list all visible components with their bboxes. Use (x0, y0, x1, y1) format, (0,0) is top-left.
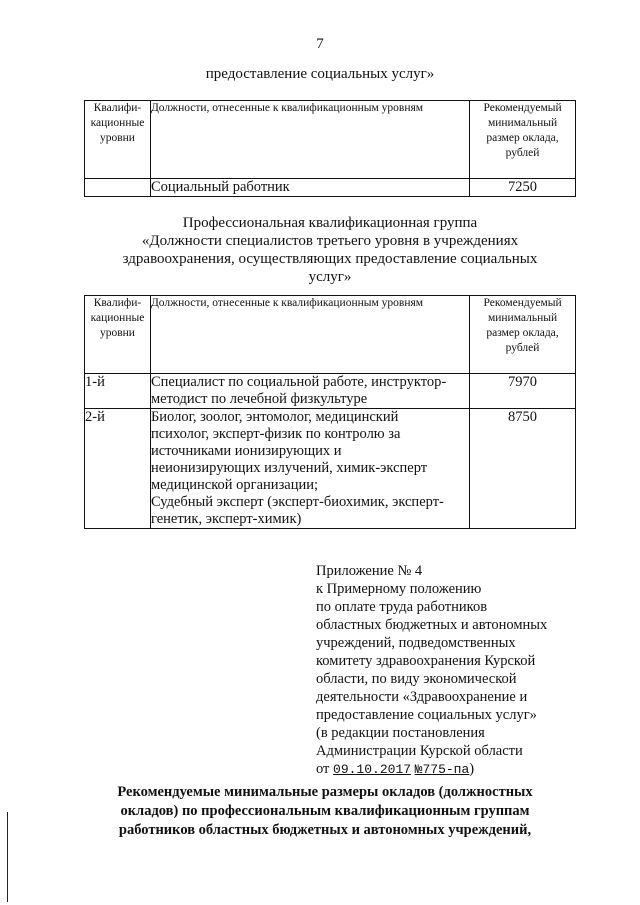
position-line: генетик, эксперт-химик) (150, 511, 302, 527)
table-row (85, 409, 576, 529)
row-position: Социальный работник (150, 179, 469, 197)
table-row (85, 374, 576, 409)
header-salary: Рекомендуемый минимальный размер оклада, рублей (470, 296, 576, 374)
position-line: источниками ионизирующих и (150, 443, 342, 459)
table-header-row (85, 296, 576, 374)
annex-line: (в редакции постановления (316, 725, 485, 741)
group-title-line: «Должности специалистов третьего уровня в учреждениях (141, 233, 519, 249)
row-level: 1-й (85, 374, 151, 409)
position-line: медицинской организации; (150, 477, 319, 493)
salary-table-2 (84, 295, 576, 529)
group-title-line: Профессиональная квалификационная группа (182, 215, 478, 231)
annex-line: комитету здравоохранения Курской (316, 653, 536, 669)
header-levels: Квалифи-кационные уровни (85, 296, 151, 374)
document-number: №775-па (414, 762, 470, 777)
header-levels: Квалифи-кационные уровни (85, 101, 151, 179)
position-line: неионизирующих излучений, химик-эксперт (150, 460, 428, 476)
annex-line: деятельности «Здравоохранение и (316, 689, 528, 705)
annex-line: Администрации Курской области (316, 743, 523, 759)
continued-section-title: предоставление социальных услуг» (205, 66, 435, 82)
heading-line: окладов) по профессиональным квалификационным группам (120, 803, 530, 819)
salary-table-1 (84, 100, 576, 197)
annex-line: учреждений, подведомственных (316, 635, 516, 651)
position-line: психолог, эксперт-физик по контролю за (150, 426, 401, 442)
annex-date-line (316, 760, 578, 779)
row-salary: 8750 (470, 409, 576, 529)
row-salary: 7970 (470, 374, 576, 409)
annex-line: предоставление социальных услуг» (316, 707, 537, 723)
row-salary: 7250 (470, 179, 576, 197)
qualification-group-title (100, 214, 560, 286)
annex-line: Приложение № 4 (316, 563, 423, 579)
annex-line: к Примерному положению (316, 581, 482, 597)
position-line: методист по лечебной физкультуре (150, 391, 368, 407)
annex-line: областных бюджетных и автономных (316, 617, 548, 633)
scan-margin-line (7, 812, 8, 902)
header-salary: Рекомендуемый минимальный размер оклада, рублей (470, 101, 576, 179)
document-date: 09.10.2017 (333, 762, 412, 777)
section-heading (90, 783, 560, 840)
header-positions: Должности, отнесенные к квалификационным уровням (150, 296, 469, 374)
position-line: Биолог, зоолог, энтомолог, медицинский (150, 409, 399, 425)
table-row (85, 179, 576, 197)
annex-reference (316, 562, 578, 779)
heading-line: работников областных бюджетных и автономных учреждений, (118, 822, 532, 838)
table-header-row (85, 101, 576, 179)
position-line: Специалист по социальной работе, инструктор- (150, 374, 447, 390)
row-position (150, 409, 469, 529)
annex-line: области, по виду экономической (316, 671, 517, 687)
position-line: Судебный эксперт (эксперт-биохимик, эксперт- (150, 494, 444, 510)
row-position (150, 374, 469, 409)
group-title-line: услуг» (308, 269, 352, 285)
row-level: 2-й (85, 409, 151, 529)
date-prefix: от (316, 761, 330, 777)
heading-line: Рекомендуемые минимальные размеры окладов (должностных (117, 784, 533, 800)
page-number: 7 (316, 36, 324, 52)
group-title-line: здравоохранения, осуществляющих предоставление социальных (122, 251, 538, 267)
annex-line: по оплате труда работников (316, 599, 488, 615)
row-level (85, 179, 151, 197)
header-positions: Должности, отнесенные к квалификационным уровням (150, 101, 469, 179)
closing-paren: ) (469, 761, 475, 777)
